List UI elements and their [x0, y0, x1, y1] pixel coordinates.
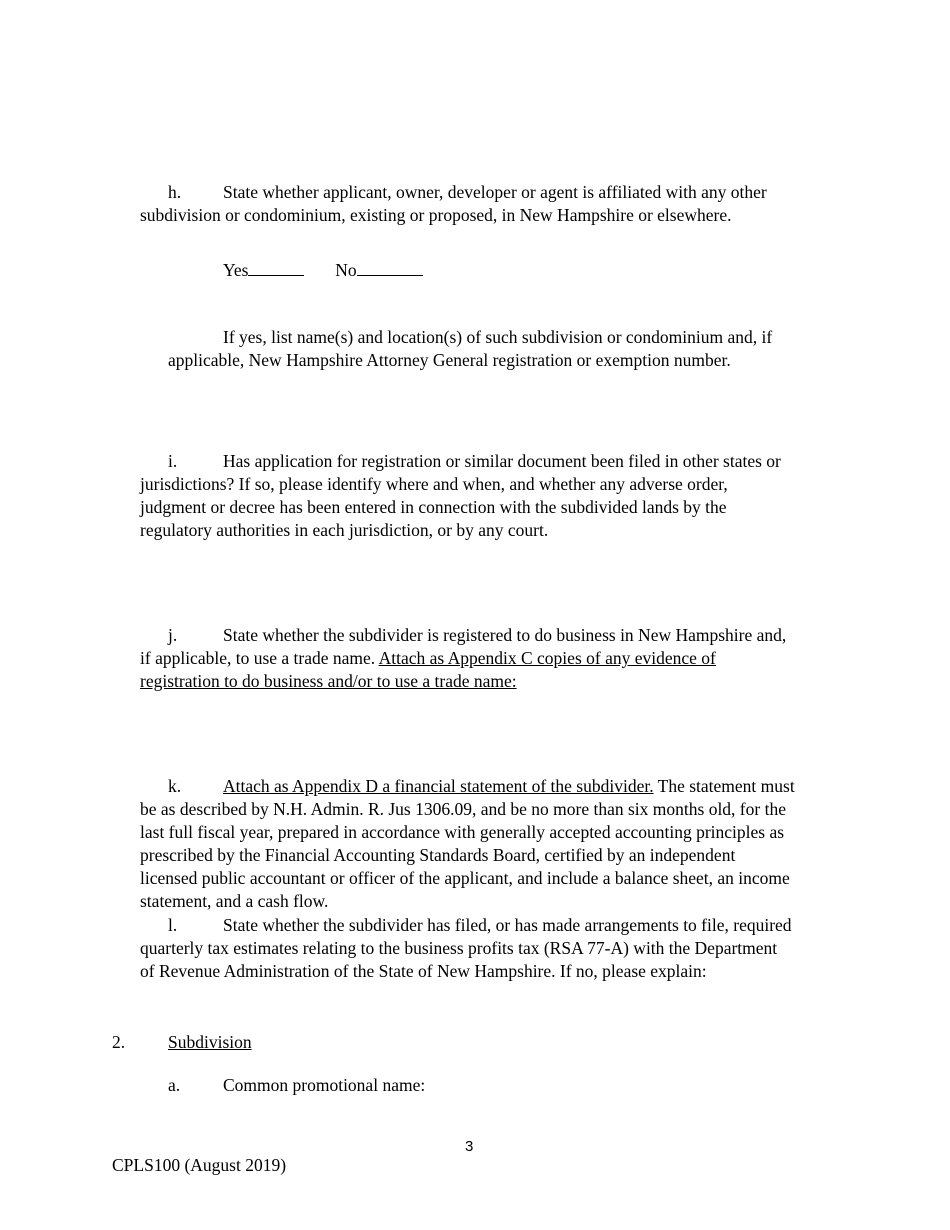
item-l-label: l. — [168, 915, 178, 935]
item-k-line6: statement, and a cash flow. — [140, 891, 329, 911]
item-h-ifyes-line2: applicable, New Hampshire Attorney General registration or exemption number. — [168, 350, 731, 370]
item-h-ifyes-line1: If yes, list name(s) and location(s) of such subdivision or condominium and, if — [223, 327, 773, 347]
item-j-line2: if applicable, to use a trade name. Attach as Appendix C copies of any evidence of — [140, 648, 716, 668]
item-h-label: h. — [168, 182, 182, 202]
item-i-label: i. — [168, 451, 178, 471]
item-j-line3: registration to do business and/or to use a trade name: — [140, 671, 517, 691]
section-2-title: Subdivision — [168, 1032, 252, 1052]
appendix-d-instruction: Attach as Appendix D a financial statement of the subdivider. — [223, 776, 654, 796]
yes-no-field — [223, 259, 423, 282]
item-k-line4: prescribed by the Financial Accounting Standards Board, certified by an independent — [140, 845, 736, 865]
item-l-line3: of Revenue Administration of the State of New Hampshire. If no, please explain: — [140, 961, 707, 981]
item-i-line3: judgment or decree has been entered in connection with the subdivided lands by the — [140, 497, 727, 517]
item-i-line4: regulatory authorities in each jurisdiction, or by any court. — [140, 520, 549, 540]
item-h-line1: h. State whether applicant, owner, developer or agent is affiliated with any other — [140, 181, 840, 204]
item-k-line2: be as described by N.H. Admin. R. Jus 1306.09, and be no more than six months old, for the — [140, 799, 786, 819]
page-number: 3 — [465, 1138, 474, 1155]
item-l-line1: l. State whether the subdivider has filed, or has made arrangements to file, required — [140, 914, 850, 937]
no-label: No — [335, 260, 357, 280]
item-k-line5: licensed public accountant or officer of the applicant, and include a balance sheet, an income — [140, 868, 790, 888]
item-h-line2: subdivision or condominium, existing or proposed, in New Hampshire or elsewhere. — [140, 205, 732, 225]
item-j-line1: j. State whether the subdivider is registered to do business in New Hampshire and, — [140, 624, 840, 647]
item-i-line1: i. Has application for registration or similar document been filed in other states or — [140, 450, 840, 473]
yes-label: Yes — [223, 260, 249, 280]
form-id: CPLS100 (August 2019) — [112, 1155, 287, 1175]
item-k-line3: last full fiscal year, prepared in accordance with generally accepted accounting principles as — [140, 822, 785, 842]
section-2-item-a-label: a. — [168, 1075, 181, 1095]
yes-blank[interactable] — [248, 260, 304, 276]
section-2-number: 2. — [112, 1032, 126, 1052]
item-k-line1: k. Attach as Appendix D a financial statement of the subdivider. The statement must — [140, 775, 850, 798]
appendix-c-instruction: Attach as Appendix C copies of any evidence of — [378, 648, 716, 668]
item-l-line2: quarterly tax estimates relating to the business profits tax (RSA 77-A) with the Department — [140, 938, 778, 958]
item-k-label: k. — [168, 776, 182, 796]
no-blank[interactable] — [357, 260, 423, 276]
common-promotional-name-label: Common promotional name: — [223, 1075, 426, 1095]
item-j-label: j. — [168, 625, 178, 645]
item-i-line2: jurisdictions? If so, please identify where and when, and whether any adverse order, — [140, 474, 728, 494]
